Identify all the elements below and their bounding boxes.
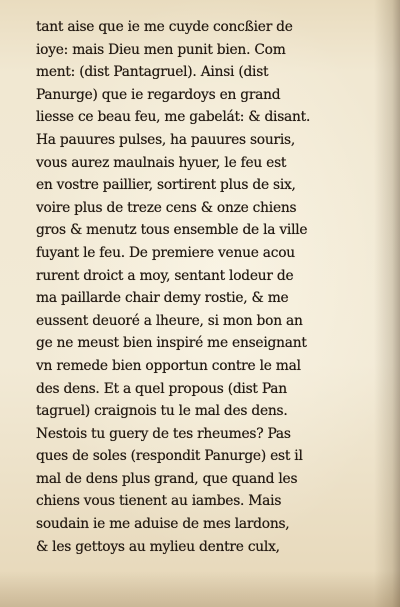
text-line: vous aurez maulnais hyuer, le feu est [36, 154, 287, 171]
text-line: chiens vous tienent au iambes. Mais [36, 493, 282, 510]
text-line: liesse ce beau feu, me gabelát: & disant. [36, 109, 311, 126]
page-text [36, 16, 388, 558]
text-line: rurent droict a moy, sentant lodeur de [36, 267, 294, 284]
text-line: ment: (dist Pantagruel). Ainsi (dist [36, 64, 269, 81]
text-line: soudain ie me aduise de mes lardons, [36, 516, 290, 533]
text-line: eussent deuoré a lheure, si mon bon an [36, 312, 303, 329]
text-line: mal de dens plus grand, que quand les [36, 470, 298, 487]
text-line: Panurge) que ie regardoys en grand [36, 86, 281, 103]
text-line: tagruel) craignois tu le mal des dens. [36, 403, 288, 420]
text-line: en vostre paillier, sortirent plus de six, [36, 177, 296, 194]
text-line: fuyant le feu. De premiere venue acou [36, 244, 295, 261]
text-line: voire plus de treze cens & onze chiens [36, 199, 297, 216]
text-line: Ha pauures pulses, ha pauures souris, [36, 131, 295, 148]
text-line: gros & menutz tous ensemble de la ville [36, 222, 308, 239]
text-line: ge ne meust bien inspiré me enseignant [36, 335, 307, 352]
text-line: des dens. Et a quel propous (dist Pan [36, 380, 287, 397]
text-line: ioye: mais Dieu men punit bien. Com [36, 41, 286, 58]
text-line: tant aise que ie me cuyde concßier de [36, 19, 293, 35]
text-line: ques de soles (respondit Panurge) est il [36, 448, 303, 465]
text-line: Nestois tu guery de tes rheumes? Pas [36, 425, 291, 442]
text-line: ma paillarde chair demy rostie, & me [36, 290, 289, 307]
text-line: vn remede bien opportun contre le mal [36, 357, 301, 374]
text-line: & les gettoys au mylieu dentre culx, [36, 538, 280, 555]
page-edge-shadow [374, 0, 400, 607]
page-bottom-shadow [0, 571, 400, 607]
